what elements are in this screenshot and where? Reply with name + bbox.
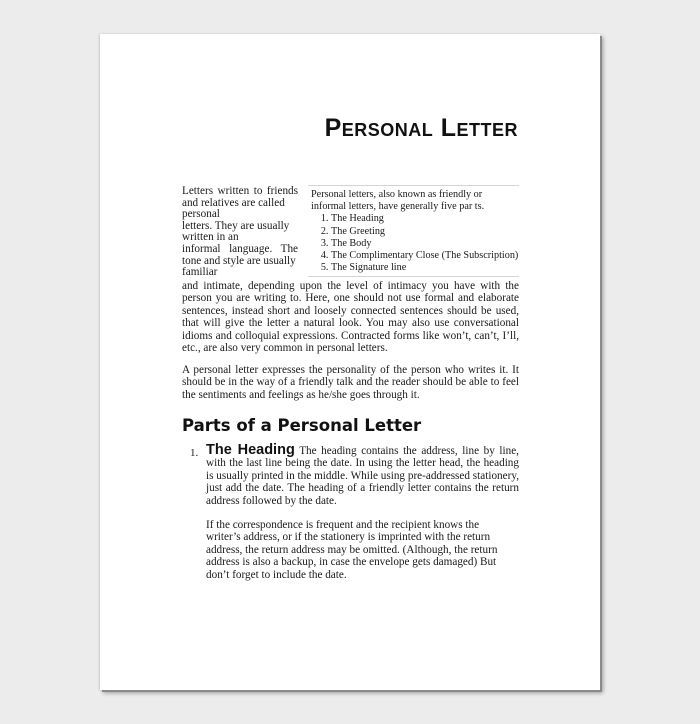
section-heading: Parts of a Personal Letter (182, 416, 422, 435)
document-page (100, 34, 600, 690)
item-paragraph: If the correspondence is frequent and the recipient knows the writer’s address, or if the stationery is imprinted with the return address, the return address may be omitted. (Although, the return address is also a backup, in case the envelope gets damaged) But don’t forget to include the date. (206, 519, 498, 581)
intro-line: informal language. The tone and style are usually (182, 242, 298, 267)
body-paragraph: and intimate, depending upon the level of intimacy you have with the person you are writing to. Here, one should not use formal and elaborate sentences, instead short and loosely connected sentences should be used, that will give the letter a natural look. You may also use conversational idioms and colloquial expressions. Contracted forms like won’t, can’t, I’ll, etc., are also very common in personal letters. (182, 280, 519, 355)
page-title: Personal Letter (324, 114, 518, 142)
body-paragraph: A personal letter expresses the personality of the person who writes it. It should be in the way of a friendly talk and the reader should be able to feel the sentiments and feelings as he/she goes through it. (182, 364, 519, 401)
numbered-item (190, 444, 519, 581)
parts-summary-intro: Personal letters, also known as friendly or informal letters, have generally five par ts. (311, 189, 485, 213)
parts-list-item: 1. The Heading (331, 213, 519, 225)
parts-list (311, 213, 519, 274)
intro-line: letters. They are usually (182, 219, 290, 232)
item-text: The heading contains the address, line by line, with the last line being the date. In using the letter head, the heading is usually printed in the middle. While using pre-addressed stationery, just add the date. The heading of a friendly letter contains the return address followed by the date. (206, 445, 519, 507)
parts-list-item: 4. The Complimentary Close (The Subscription) (331, 250, 519, 262)
intro-text (182, 186, 298, 279)
parts-list-item: 5. The Signature line (331, 262, 519, 274)
item-body (206, 444, 519, 507)
intro-line: personal (182, 208, 220, 221)
item-title: The Heading (206, 442, 295, 458)
parts-list-item: 2. The Greeting (331, 226, 519, 238)
parts-summary-box (308, 185, 519, 277)
intro-line: written in an (182, 231, 239, 244)
intro-line: Letters written to friends and relatives are called (182, 185, 298, 209)
intro-line: familiar (182, 266, 218, 279)
item-number: 1. (190, 447, 199, 459)
parts-list-item: 3. The Body (331, 238, 519, 250)
